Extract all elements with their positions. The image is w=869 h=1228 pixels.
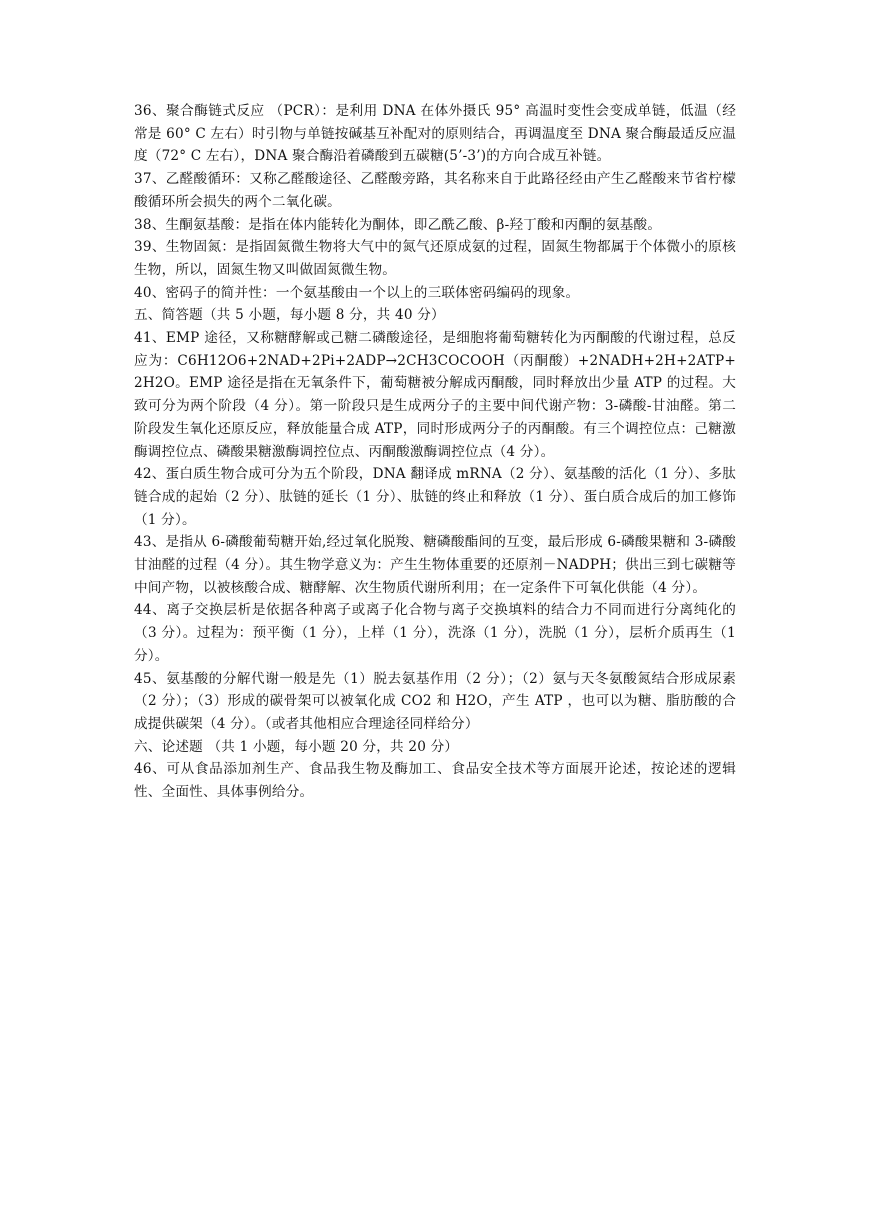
answer-45-amino-acid-catabolism: 45、氨基酸的分解代谢一般是先（1）脱去氨基作用（2 分）；（2）氨与天冬氨酸氮结合形成尿素（2 分）；（3）形成的碳骨架可以被氧化成 CO2 和 H2O，产生 ATP ，也可以为糖、脂肪酸的合成提供碳架（4 分）。（或者其他相应合理途径同样给分） [134, 670, 736, 732]
answer-38-ketogenic-amino-acid: 38、生酮氨基酸：是指在体内能转化为酮体，即乙酰乙酸、β-羟丁酸和丙酮的氨基酸。 [134, 216, 662, 233]
document-page [134, 100, 736, 804]
answer-36-pcr: 36、聚合酶链式反应 （PCR）：是利用 DNA 在体外摄氏 95° 高温时变性会变成单链，低温（经常是 60° C 左右）时引物与单链按碱基互补配对的原则结合，再调温度至 DNA 聚合酶最适反应温度（72° C 左右），DNA 聚合酶沿着磷酸到五碳糖(5’-3’)的方向合成互补链。 [134, 103, 736, 165]
section-5-heading: 五、简答题（共 5 小题，每小题 8 分，共 40 分） [134, 307, 445, 324]
answer-40-codon-degeneracy: 40、密码子的简并性：一个氨基酸由一个以上的三联体密码编码的现象。 [134, 284, 580, 301]
answer-46-essay: 46、可从食品添加剂生产、食品我生物及酶加工、食品安全技术等方面展开论述，按论述的逻辑性、全面性、具体事例给分。 [134, 761, 736, 801]
answer-41-emp-pathway: 41、EMP 途径，又称糖酵解或己糖二磷酸途径，是细胞将葡萄糖转化为丙酮酸的代谢过程，总反应为：C6H12O6+2NAD+2Pi+2ADP→2CH3COCOOH（丙酮酸）+2NADH+2H+2ATP+2H2O。EMP 途径是指在无氧条件下，葡萄糖被分解成丙酮酸，同时释放出少量 ATP 的过程。大致可分为两个阶段（4 分）。第一阶段只是生成两分子的主要中间代谢产物：3-磷酸-甘油醛。第二阶段发生氧化还原反应，释放能量合成 ATP，同时形成两分子的丙酮酸。有三个调控位点：己糖激酶调控位点、磷酸果糖激酶调控位点、丙酮酸激酶调控位点（4 分）。 [134, 330, 736, 460]
answer-43-pentose-phosphate: 43、是指从 6-磷酸葡萄糖开始,经过氧化脱羧、糖磷酸酯间的互变，最后形成 6-磷酸果糖和 3-磷酸甘油醛的过程（4 分）。其生物学意义为：产生生物体重要的还原剂－NADPH；供出三到七碳糖等中间产物，以被核酸合成、糖酵解、次生物质代谢所利用；在一定条件下可氧化供能（4 分）。 [134, 534, 736, 596]
answer-42-protein-synthesis: 42、蛋白质生物合成可分为五个阶段，DNA 翻译成 mRNA（2 分）、氨基酸的活化（1 分）、多肽链合成的起始（2 分）、肽链的延长（1 分）、肽链的终止和释放（1 分）、蛋白质合成后的加工修饰（1 分）。 [134, 466, 736, 528]
answer-39-nitrogen-fixation: 39、生物固氮：是指固氮微生物将大气中的氮气还原成氨的过程，固氮生物都属于个体微小的原核生物，所以，固氮生物又叫做固氮微生物。 [134, 239, 736, 278]
answer-37-glyoxylate-cycle: 37、乙醛酸循环：又称乙醛酸途径、乙醛酸旁路，其名称来自于此路径经由产生乙醛酸来节省柠檬酸循环所会损失的两个二氧化碳。 [134, 171, 736, 210]
answer-44-ion-exchange: 44、离子交换层析是依据各种离子或离子化合物与离子交换填料的结合力不同而进行分离纯化的（3 分）。过程为：预平衡（1 分），上样（1 分），洗涤（1 分），洗脱（1 分），层析介质再生（1 分）。 [134, 602, 736, 664]
section-6-heading: 六、论述题 （共 1 小题，每小题 20 分，共 20 分） [134, 738, 459, 755]
